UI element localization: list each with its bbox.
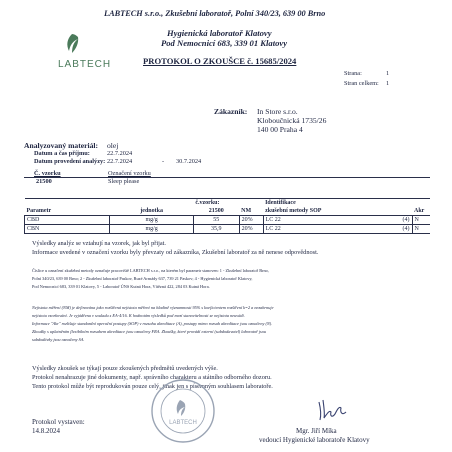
note-disclaimer-line: Výsledky zkoušek se týkají pouze zkoušených předmětů uvedených výše. [32,365,218,372]
result-akr: N [412,216,430,225]
lab-name: Hygienická laboratoř Klatovy [167,28,272,38]
analysis-to: 30.7.2024 [176,158,202,165]
result-note: (4) [402,217,410,223]
results-header-parametr: Parametr [26,208,52,214]
result-method: LC 22 [263,216,386,225]
result-nm: 20% [239,225,263,234]
note-uncertainty-line: Zkoušky s uplatněním flexibilním rozsahem akreditace jsou označeny FRA. Zkoušky, které provádí externí (subdodavatel) laboratoř jsou [32,329,267,334]
labtech-logo-icon [64,33,80,55]
signature [315,396,351,424]
results-header-ident-line1: Identifikace [265,200,296,206]
results-header-akr: Akr [414,208,425,214]
table-row [25,216,431,225]
analysis-from: 22.7.2024 [107,158,133,165]
result-value: 55 [193,216,239,225]
company-line: LABTECH s.r.o., Zkušební laboratoř, Polní 340/23, 639 00 Brno [104,9,326,18]
issued-label: Protokol vystaven: [32,418,85,426]
received-value: 22.7.2024 [107,150,133,157]
stamp-text: LABTECH [169,420,197,426]
sample-number: 21500 [36,178,52,185]
signer-name: Mgr. Jiří Míka [296,427,337,435]
customer-line-1: In Store s.r.o. [257,107,298,116]
sample-table-rule [24,177,430,178]
note-disclaimer-line: Tento protokol může být reprodukován pouze celý, jinak jen s písemným souhlasem laboratoře. [32,383,273,390]
protocol-title: PROTOKOL O ZKOUŠCE č. 15685/2024 [143,56,297,66]
note-workplace-line: Polní 340/23, 639 00 Brno; 2 - Zkušební laboratoř Paskov, Ruzé Armády 637, 739 21 Paskov; 4 - Hygienická laboratoř Klatovy, [32,276,253,281]
result-param: CBN [25,225,110,234]
results-header-jednotka: jednotka [140,208,163,214]
note-disclaimer-line: Protokol nenahrazuje jiné dokumenty, např. správního charakteru a státního odborného dozoru. [32,374,272,381]
result-param: CBD [25,216,110,225]
note-workplace-line: Číslice u označení zkušební metody označuje pracoviště LABTECH s.r.o., na kterém byl parametr stanoven: 1 - Zkušební laboratoř Brno, [32,268,269,273]
analysis-separator: - [162,158,165,165]
lab-address: Pod Nemocnicí 683, 339 01 Klatovy [161,38,288,48]
note-uncertainty-line: Informace "Akr" rozlišuje standardní operační postupy (SOP) v rozsahu akreditace (A), postupy mimo rozsah akreditace jsou označeny (N). [32,321,273,326]
table-row [25,225,431,234]
result-unit: mg/g [110,216,193,225]
material-label: Analyzovaný materiál: [24,141,99,150]
result-method: LC 22 [263,225,386,234]
result-note: (4) [402,226,410,232]
received-label: Datum a čas příjmu: [34,150,90,157]
signer-title: vedoucí Hygienické laboratoře Klatovy [259,436,370,444]
note-uncertainty-line: Nejistota měření (NM) je definována jako rozšířená nejistota měření na hladině významnosti 95% s koeficientem rozšíření k=2 a nezahrnuje [32,305,274,310]
laboratory-stamp [150,378,216,444]
results-header-ident-line2: zkušební metody SOP [265,208,322,214]
pages-total-label: Stran celkem: [344,80,379,87]
material-value: olej [107,141,119,150]
customer-label: Zákazník: [214,107,248,116]
results-table [24,198,430,234]
note-uncertainty-line: nejistotu vzorkování. Je vyjádřena v souladu s EA-4/16. K hodnotám výsledků pod mezí stanovitelnosti se nejistota neuvádí. [32,313,245,318]
pages-total-value: 1 [386,80,390,87]
results-header-nm: NM [241,208,252,214]
issued-date: 14.8.2024 [32,427,60,435]
sample-label: Sleep please [108,178,140,185]
result-value: 35,9 [193,225,239,234]
note-results-scope: Výsledky analýz se vztahují na vzorek, jak byl přijat. [32,240,166,247]
results-header-sample-line1: č.vzorku: [195,200,220,206]
logo-text: LABTECH [58,59,112,70]
page-label: Strana: [344,70,362,77]
page-value: 1 [386,70,390,77]
result-akr: N [412,225,430,234]
result-nm: 20% [239,216,263,225]
note-sample-info: Informace uvedené v označení vzorku byly převzaty od zákazníka, Zkušební laboratoř za ně nenese odpovědnost. [32,249,319,256]
results-header-sample-line2: 21500 [208,208,224,214]
note-uncertainty-line: subdodávky jsou označeny SA. [32,337,85,342]
sample-label-header: Označení vzorku [108,170,151,177]
sample-number-header: Č. vzorku [34,170,61,177]
note-workplace-line: Pod Nemocnicí 683, 339 01 Klatovy, 5 - Laboratoř ÚNS Kutná Hora, Vítězná 422, 284 03 Kutná Hora. [32,284,210,289]
customer-line-2: Kloboučnická 1735/26 [257,116,327,125]
analysis-label: Datum provedení analýzy: [34,158,106,165]
customer-line-3: 140 00 Praha 4 [257,125,303,134]
result-unit: mg/g [110,225,193,234]
